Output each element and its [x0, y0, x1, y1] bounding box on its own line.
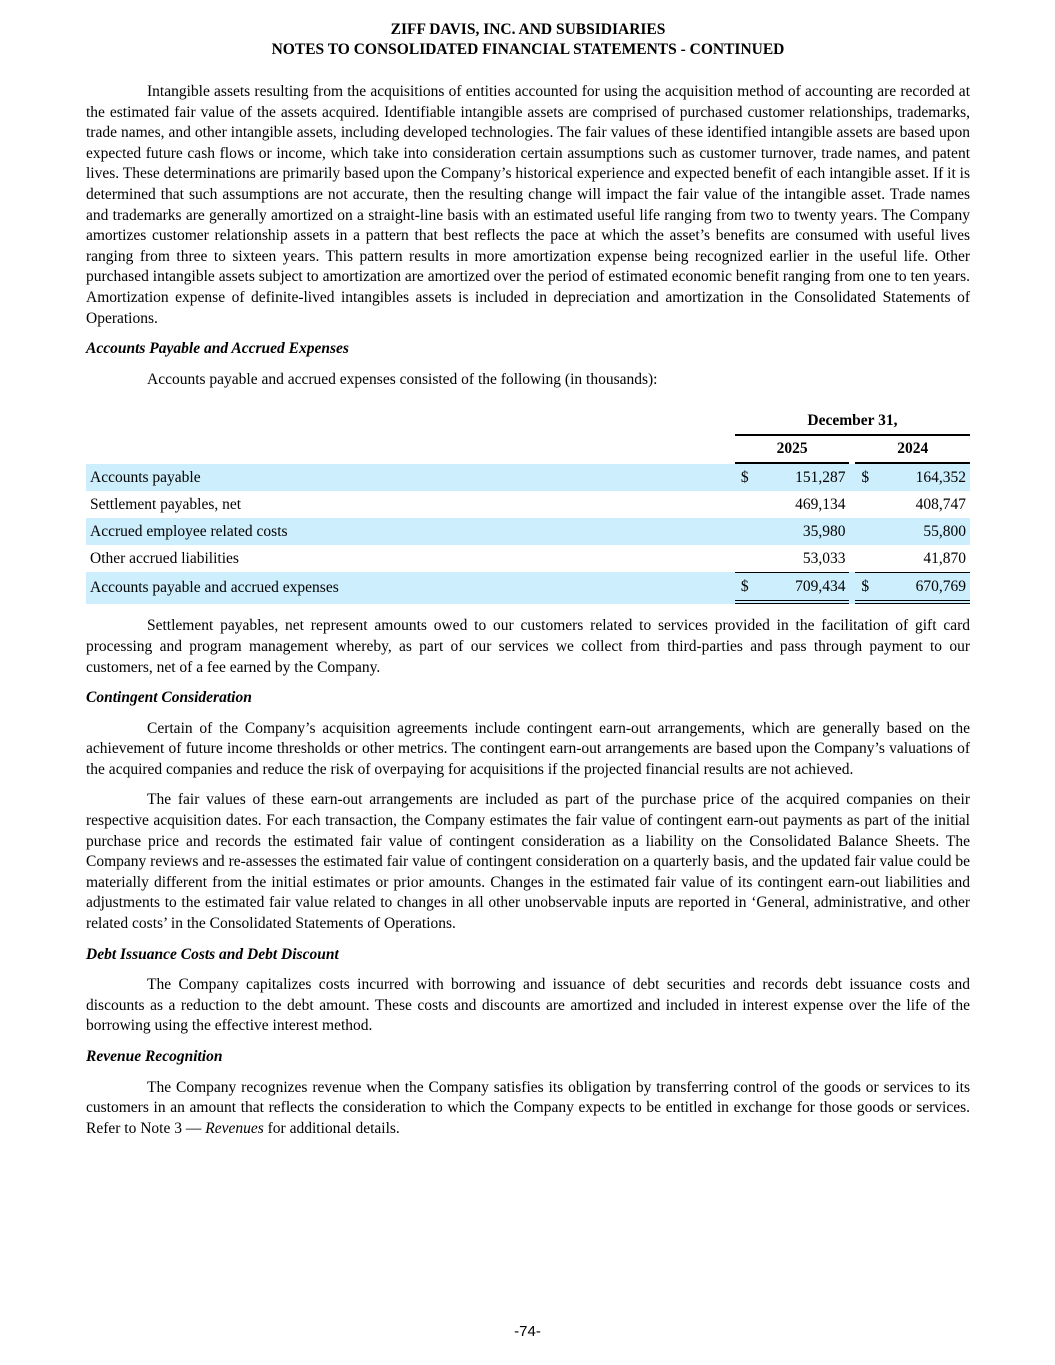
currency-symbol: $ — [735, 464, 761, 491]
currency-symbol — [735, 545, 761, 572]
debt-paragraph: The Company capitalizes costs incurred with borrowing and issuance of debt securities and records debt issuance costs and discounts as a reduction to the debt amount. These costs and discounts are amortized and included in interest expense over the life of the borrowing using the effective interest method. — [86, 976, 970, 1035]
value-2025: 53,033 — [802, 549, 846, 567]
row-label: Settlement payables, net — [90, 495, 242, 513]
period-header: December 31, — [735, 408, 970, 436]
section-heading-accounts-payable: Accounts Payable and Accrued Expenses — [86, 340, 349, 358]
page-number: -74- — [514, 1323, 541, 1340]
table-row — [86, 545, 970, 572]
row-label: Accrued employee related costs — [86, 518, 735, 545]
row-label: Accounts payable — [86, 464, 735, 491]
column-header-2024: 2024 — [855, 436, 970, 464]
currency-symbol — [855, 518, 881, 545]
total-2024: 670,769 — [881, 572, 970, 604]
row-label: Other accrued liabilities — [90, 549, 239, 567]
settlement-payables-paragraph: Settlement payables, net represent amounts owed to our customers related to services provided in the facilitation of gift card processing and program management whereby, as part of our services we collect from third-parties and pass through payment to our customers, net of a fee earned by the Company. — [86, 617, 970, 676]
currency-symbol: $ — [735, 572, 761, 604]
total-label: Accounts payable and accrued expenses — [86, 572, 735, 604]
currency-symbol: $ — [855, 464, 881, 491]
table-total-row — [86, 572, 970, 604]
table-row — [86, 518, 970, 545]
total-2025: 709,434 — [761, 572, 850, 604]
section-heading-revenue-recognition: Revenue Recognition — [86, 1048, 223, 1065]
revenues-note-reference: Revenues — [205, 1119, 264, 1137]
table-row — [86, 464, 970, 491]
table-row — [86, 491, 970, 518]
document-page — [86, 20, 970, 1139]
section-heading-debt-issuance: Debt Issuance Costs and Debt Discount — [86, 945, 339, 963]
accounts-payable-table — [86, 408, 970, 604]
revenue-paragraph — [86, 1078, 970, 1140]
value-2025: 469,134 — [795, 495, 846, 513]
value-2024: 164,352 — [881, 464, 970, 491]
contingent-paragraph-1: Certain of the Company’s acquisition agreements include contingent earn-out arrangements, which are generally based on the achievement of future income thresholds or other metrics. The contingent earn-out arrangements are based upon the Company’s valuations of the acquired companies and reduce the risk of overpaying for acquisitions if the projected financial results are not achieved. — [86, 719, 970, 778]
value-2024: 408,747 — [915, 495, 966, 513]
revenue-text-end: for additional details. — [263, 1119, 400, 1137]
column-header-2025: 2025 — [735, 436, 850, 464]
contingent-paragraph-2: The fair values of these earn-out arrangements are included as part of the purchase price of the acquired companies on their respective acquisition dates. For each transaction, the Company estimates the fair value of contingent earn-out payments as part of the initial purchase price and records the estimated fair value of contingent consideration as a liability on the Consolidated Balance Sheets. The Company reviews and re-assesses the estimated fair value of contingent consideration on a quarterly basis, and the updated fair value could be materially different from the initial estimates or prior amounts. Changes in the estimated fair value of its contingent earn-out liabilities and adjustments to the estimated fair value related to changes in all other unobservable inputs are reported in ‘General, administrative, and other related costs’ in the Consolidated Statements of Operations. — [86, 791, 970, 933]
currency-symbol: $ — [855, 572, 881, 604]
value-2025: 151,287 — [761, 464, 850, 491]
value-2025: 35,980 — [761, 518, 850, 545]
document-subtitle: NOTES TO CONSOLIDATED FINANCIAL STATEMENTS - CONTINUED — [271, 41, 785, 58]
value-2024: 55,800 — [881, 518, 970, 545]
currency-symbol — [855, 545, 881, 572]
section-heading-contingent-consideration: Contingent Consideration — [86, 689, 252, 707]
company-title: ZIFF DAVIS, INC. AND SUBSIDIARIES — [390, 21, 666, 38]
intangibles-paragraph: Intangible assets resulting from the acquisitions of entities accounted for using the acquisition method of accounting are recorded at the estimated fair value of the assets acquired. Identifiable intangible assets are comprised of purchased customer relationships, trademarks, trade names, and other intangible assets, including developed technologies. The fair values of these identified intangible assets are based upon expected future cash flows or income, which take into consideration certain assumptions such as customer turnover, trade names, and patent lives. These determinations are primarily based upon the Company’s historical experience and expected benefit of each intangible asset. If it is determined that such assumptions are not accurate, then the resulting change will impact the fair value of the intangible asset. Trade names and trademarks are generally amortized on a straight-line basis with an estimated useful life ranging from two to twenty years. The Company amortizes customer relationship assets in a pattern that best reflects the pace at which the asset’s benefits are consumed with useful lives ranging from three to sixteen years. This pattern results in more amortization expense being recognized earlier in the useful life. Other purchased intangible assets subject to amortization are amortized over the period of estimated economic benefit ranging from one to ten years. Amortization expense of definite-lived intangibles assets is included in depreciation and amortization in the Consolidated Statements of Operations. — [86, 83, 970, 327]
value-2024: 41,870 — [923, 549, 966, 567]
currency-symbol — [735, 518, 761, 545]
table-year-header-row — [86, 436, 970, 464]
currency-symbol — [735, 491, 761, 518]
currency-symbol — [855, 491, 881, 518]
revenue-text: The Company recognizes revenue when the Company satisfies its obligation by transferring control of the goods or services to its customers in an amount that reflects the consideration to which the Company expects to be entitled in exchange for those goods or services. Refer to Note 3 — — [86, 1078, 970, 1137]
table-period-header-row — [86, 408, 970, 436]
accounts-payable-intro: Accounts payable and accrued expenses consisted of the following (in thousands): — [147, 370, 658, 388]
